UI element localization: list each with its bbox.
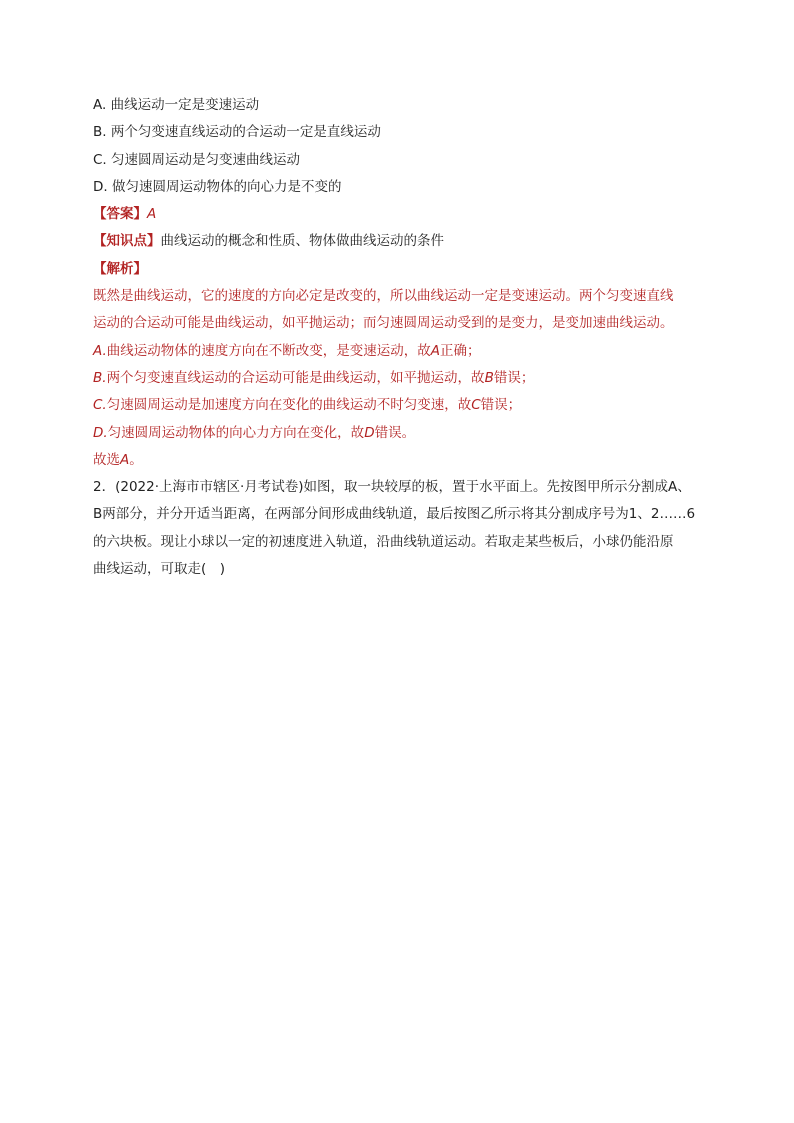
knowledge-line xyxy=(93,228,713,255)
item-label: A. xyxy=(93,342,107,359)
item-label: D. xyxy=(93,424,108,441)
item-tail: 错误； xyxy=(493,369,535,386)
item-tail: 错误。 xyxy=(374,424,416,441)
option-text: 做匀速圆周运动物体的向心力是不变的 xyxy=(111,178,342,195)
question2-line-1: 2．(2022·上海市市辖区·月考试卷)如图，取一块较厚的板，置于水平面上。先按图甲所示分割成A、 xyxy=(93,479,691,496)
option-text: 匀速圆周运动是匀变速曲线运动 xyxy=(111,151,301,168)
option-a xyxy=(93,92,713,119)
item-label: B. xyxy=(93,369,107,386)
item-text: 匀速圆周运动物体的向心力方向在变化，故 xyxy=(107,424,365,441)
item-tail: 正确； xyxy=(440,342,481,359)
knowledge-value: 曲线运动的概念和性质、物体做曲线运动的条件 xyxy=(160,233,444,250)
item-text: 两个匀变速直线运动的合运动可能是曲线运动，如平抛运动，故 xyxy=(106,369,485,386)
question2-line-3: 的六块板。现让小球以一定的初速度进入轨道，沿曲线轨道运动。若取走某些板后，小球仍能沿原 xyxy=(93,533,674,550)
analysis-heading xyxy=(93,256,713,283)
analysis-item-b xyxy=(93,365,713,392)
analysis-line-1: 既然是曲线运动，它的速度的方向必定是改变的，所以曲线运动一定是变速运动。两个匀变速直线 xyxy=(93,288,674,305)
document-page xyxy=(93,92,713,583)
question2-line-4: 曲线运动，可取走( ) xyxy=(93,561,226,578)
knowledge-tag: 【知识点】 xyxy=(93,233,161,250)
item-key: A xyxy=(430,342,441,359)
conclusion-text: 故选 xyxy=(93,451,120,468)
answer-line xyxy=(93,201,713,228)
analysis-item-c xyxy=(93,392,713,419)
option-text: 两个匀变速直线运动的合运动一定是直线运动 xyxy=(110,124,381,141)
conclusion-key: A xyxy=(120,451,130,468)
item-key: B xyxy=(484,369,494,386)
item-tail: 错误； xyxy=(480,397,522,414)
option-c xyxy=(93,147,713,174)
option-label: B. xyxy=(93,124,107,141)
item-text: 曲线运动物体的速度方向在不断改变，是变速运动，故 xyxy=(106,342,431,359)
analysis-line-2: 运动的合运动可能是曲线运动，如平抛运动；而匀速圆周运动受到的是变力，是变加速曲线运动。 xyxy=(93,315,674,332)
question2-line-2: B两部分，并分开适当距离，在两部分间形成曲线轨道，最后按图乙所示将其分割成序号为1、2……6 xyxy=(93,506,696,523)
option-label: C. xyxy=(93,151,107,168)
analysis-tag: 【解析】 xyxy=(93,260,147,277)
item-label: C. xyxy=(93,397,107,414)
option-label: D. xyxy=(93,178,108,195)
item-text: 匀速圆周运动是加速度方向在变化的曲线运动不时匀变速，故 xyxy=(106,397,472,414)
option-b xyxy=(93,119,713,146)
option-label: A. xyxy=(93,97,107,113)
conclusion-line xyxy=(93,447,713,474)
option-d xyxy=(93,174,713,201)
answer-tag: 【答案】 xyxy=(93,206,147,223)
item-key: C xyxy=(471,397,481,414)
conclusion-tail: 。 xyxy=(129,451,143,468)
option-text: 曲线运动一定是变速运动 xyxy=(110,97,260,113)
answer-value: A xyxy=(147,206,157,223)
item-key: D xyxy=(364,424,375,441)
analysis-item-d xyxy=(93,420,713,447)
analysis-item-a xyxy=(93,338,713,365)
